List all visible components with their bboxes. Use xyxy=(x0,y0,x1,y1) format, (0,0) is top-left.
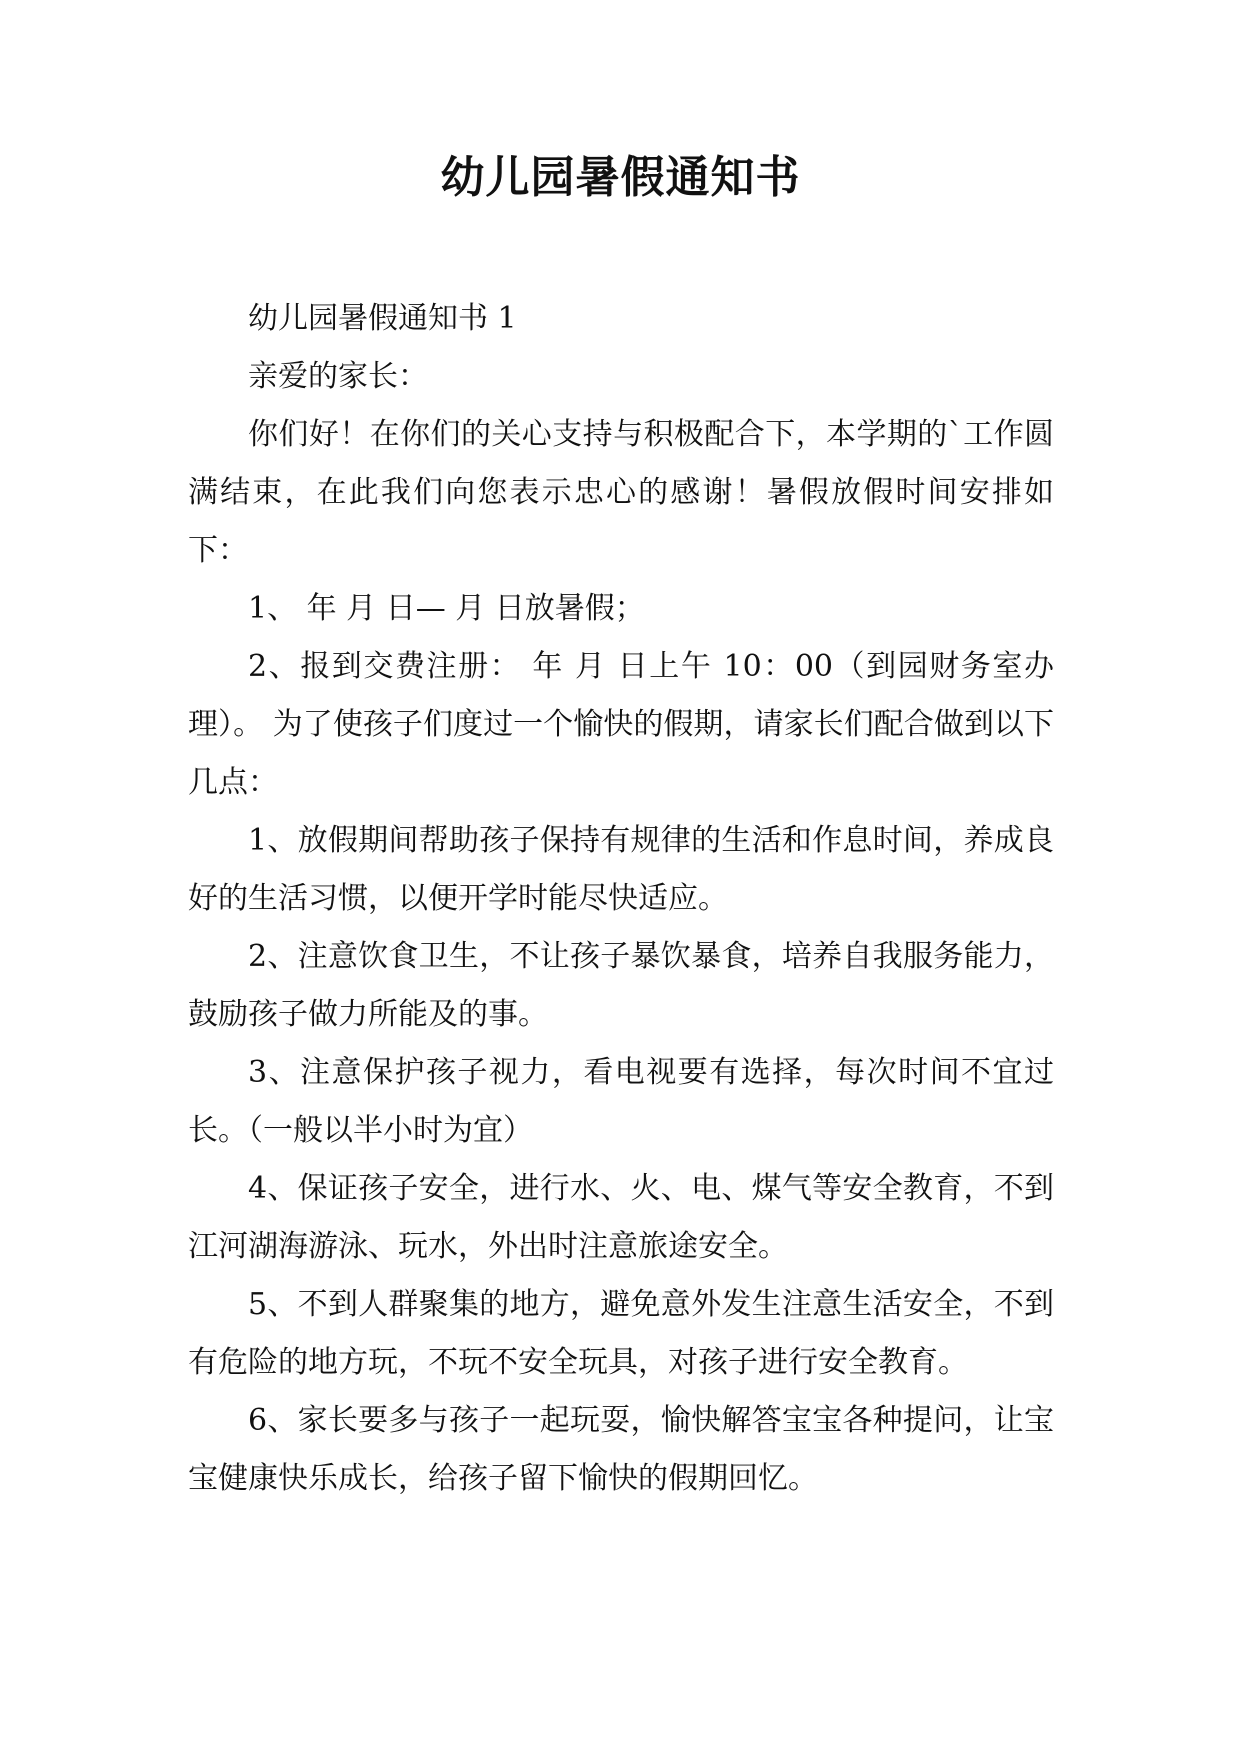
salutation: 亲爱的家长： xyxy=(248,359,428,394)
tip-item-6: 6、家长要多与孩子一起玩耍，愉快解答宝宝各种提问，让宝宝健康快乐成长，给孩子留下愉快的假期回忆。 xyxy=(188,1403,1054,1496)
tip-item-1: 1、放假期间帮助孩子保持有规律的生活和作息时间，养成良好的生活习惯，以便开学时能尽快适应。 xyxy=(188,823,1054,916)
tip-item-4: 4、保证孩子安全，进行水、火、电、煤气等安全教育，不到江河湖海游泳、玩水，外出时注意旅途安全。 xyxy=(188,1171,1054,1264)
tip-item-5: 5、不到人群聚集的地方，避免意外发生注意生活安全，不到有危险的地方玩，不玩不安全玩具，对孩子进行安全教育。 xyxy=(188,1287,1054,1380)
schedule-item-1: 1、 年 月 日— 月 日放暑假； xyxy=(248,591,645,626)
tip-item-2: 2、注意饮食卫生，不让孩子暴饮暴食，培养自我服务能力，鼓励孩子做力所能及的事。 xyxy=(188,939,1054,1032)
document-title: 幼儿园暑假通知书 xyxy=(440,152,801,203)
document-body xyxy=(188,290,1054,1508)
section-heading: 幼儿园暑假通知书 1 xyxy=(248,301,517,336)
tip-item-3: 3、注意保护孩子视力，看电视要有选择，每次时间不宜过长。（一般以半小时为宜） xyxy=(188,1055,1054,1148)
schedule-item-2: 2、报到交费注册： 年 月 日上午 10：00（到园财务室办理）。 为了使孩子们度过一个愉快的假期，请家长们配合做到以下几点： xyxy=(188,649,1054,800)
intro-paragraph: 你们好！在你们的关心支持与积极配合下，本学期的`工作圆满结束，在此我们向您表示忠心的感谢！暑假放假时间安排如下： xyxy=(188,417,1054,568)
